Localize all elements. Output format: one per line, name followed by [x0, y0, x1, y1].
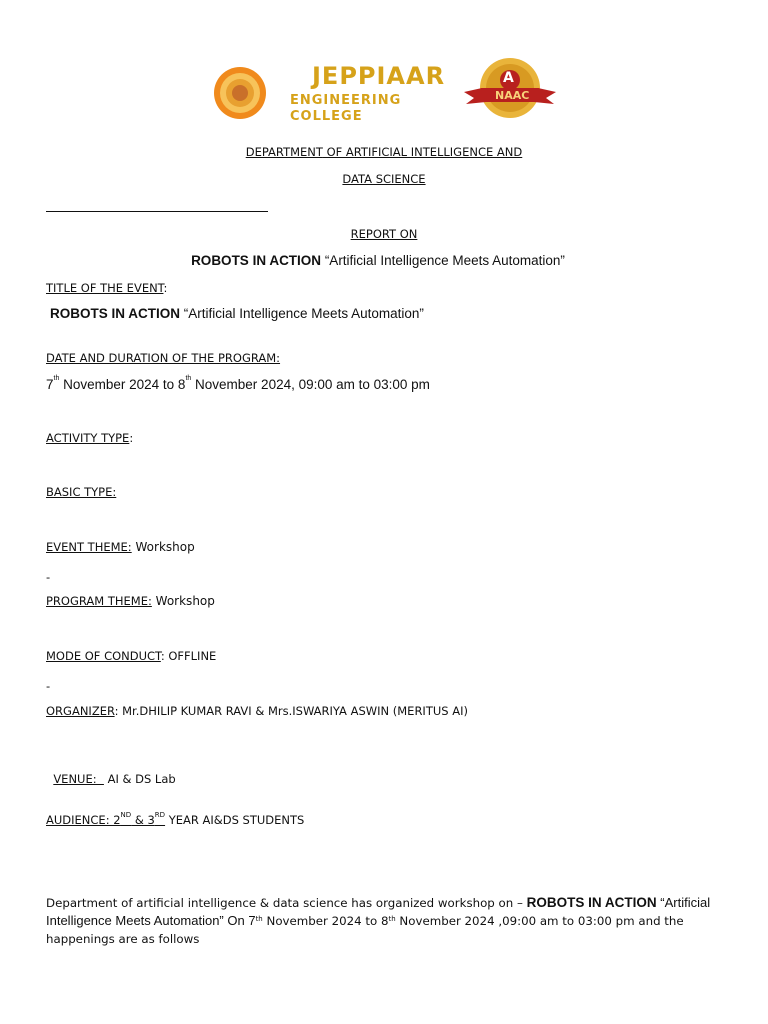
date-mid: November 2024 to 8	[59, 377, 186, 392]
audience-mid: & 3	[131, 813, 155, 827]
venue-label: VENUE:	[53, 772, 104, 786]
program-theme-row	[46, 594, 215, 608]
audience-row	[46, 813, 304, 827]
organizer-value: : Mr.DHILIP KUMAR RAVI & Mrs.ISWARIYA ASWIN (MERITUS AI)	[114, 704, 468, 718]
paragraph-bold: ROBOTS IN ACTION	[526, 895, 657, 910]
department-heading-line2	[0, 172, 768, 186]
logo-sub1: ENGINEERING	[290, 93, 402, 108]
organizer-row	[46, 704, 468, 718]
logo-name: JEPPIAAR	[312, 62, 446, 90]
venue-row	[46, 758, 176, 786]
college-name-logo	[288, 62, 458, 120]
paragraph-line2a: Intelligence Meets Automation” On 7	[46, 913, 256, 928]
department-word: DEPARTMENT	[245, 145, 323, 159]
paragraph-line2c: November 2024 ,09:00 am to 03:00 pm and the	[395, 914, 684, 928]
program-theme-label: PROGRAM THEME:	[46, 594, 152, 608]
activity-row	[46, 431, 133, 445]
title-label-row	[46, 281, 167, 295]
report-on-text: REPORT ON	[350, 227, 418, 241]
dash-1: -	[46, 570, 51, 584]
basic-row	[46, 485, 116, 499]
report-on-heading	[0, 227, 768, 241]
paragraph-line1	[46, 894, 726, 912]
date-end: November 2024, 09:00 am to 03:00 pm	[191, 377, 430, 392]
title-colon: :	[163, 281, 168, 295]
activity-label: ACTIVITY TYPE	[46, 431, 130, 445]
date-value	[46, 377, 430, 392]
logo-sub2: COLLEGE	[290, 109, 363, 120]
date-sup2: th	[185, 375, 192, 382]
college-seal-logo	[212, 66, 268, 120]
title-bold: ROBOTS IN ACTION	[50, 306, 180, 321]
basic-label: BASIC TYPE:	[46, 485, 117, 499]
mode-row	[46, 649, 216, 663]
program-theme-value: Workshop	[151, 594, 215, 608]
date-label-row	[46, 351, 280, 365]
paragraph-line2	[46, 912, 726, 930]
dash-2: -	[46, 679, 51, 693]
venue-value: AI & DS Lab	[103, 772, 176, 786]
summary-paragraph	[46, 894, 726, 948]
event-theme-value: Workshop	[131, 540, 195, 554]
naac-label: NAAC	[495, 89, 530, 102]
paragraph-sup2: th	[388, 915, 396, 923]
audience-label-text: AUDIENCE: 2	[46, 813, 121, 827]
event-heading-quote: “Artificial Intelligence Meets Automation”	[321, 253, 565, 268]
audience-end: YEAR AI&DS STUDENTS	[165, 813, 305, 827]
event-heading	[0, 253, 762, 268]
naac-badge	[462, 58, 558, 120]
department-line2: DATA SCIENCE	[342, 172, 426, 186]
title-label: TITLE OF THE EVENT	[46, 281, 164, 295]
department-rest: OF ARTIFICIAL INTELLIGENCE AND	[322, 145, 523, 159]
activity-colon: :	[129, 431, 134, 445]
paragraph-line2b: November 2024 to 8	[262, 914, 389, 928]
naac-grade: A	[503, 70, 514, 86]
date-sup1: th	[53, 375, 60, 382]
separator-line	[46, 211, 268, 212]
title-value	[50, 306, 424, 321]
event-heading-bold: ROBOTS IN ACTION	[191, 253, 322, 268]
paragraph-quote1: “Artificial	[656, 895, 711, 910]
mode-value: : OFFLINE	[160, 649, 217, 663]
department-heading-line1	[0, 145, 768, 159]
audience-label	[46, 813, 165, 827]
mode-label: MODE OF CONDUCT	[46, 649, 161, 663]
event-theme-row	[46, 540, 195, 554]
title-quote: “Artificial Intelligence Meets Automation”	[180, 306, 424, 321]
event-theme-label: EVENT THEME:	[46, 540, 132, 554]
paragraph-intro: Department of artificial intelligence & data science has organized workshop on –	[46, 896, 527, 910]
paragraph-line3: happenings are as follows	[46, 932, 200, 946]
audience-sup2: RD	[154, 811, 166, 819]
date-label: DATE AND DURATION OF THE PROGRAM:	[46, 351, 281, 365]
date-day1: 7	[46, 377, 54, 392]
audience-sup1: ND	[120, 811, 132, 819]
organizer-label: ORGANIZER	[46, 704, 115, 718]
paragraph-sup1: th	[255, 915, 263, 923]
